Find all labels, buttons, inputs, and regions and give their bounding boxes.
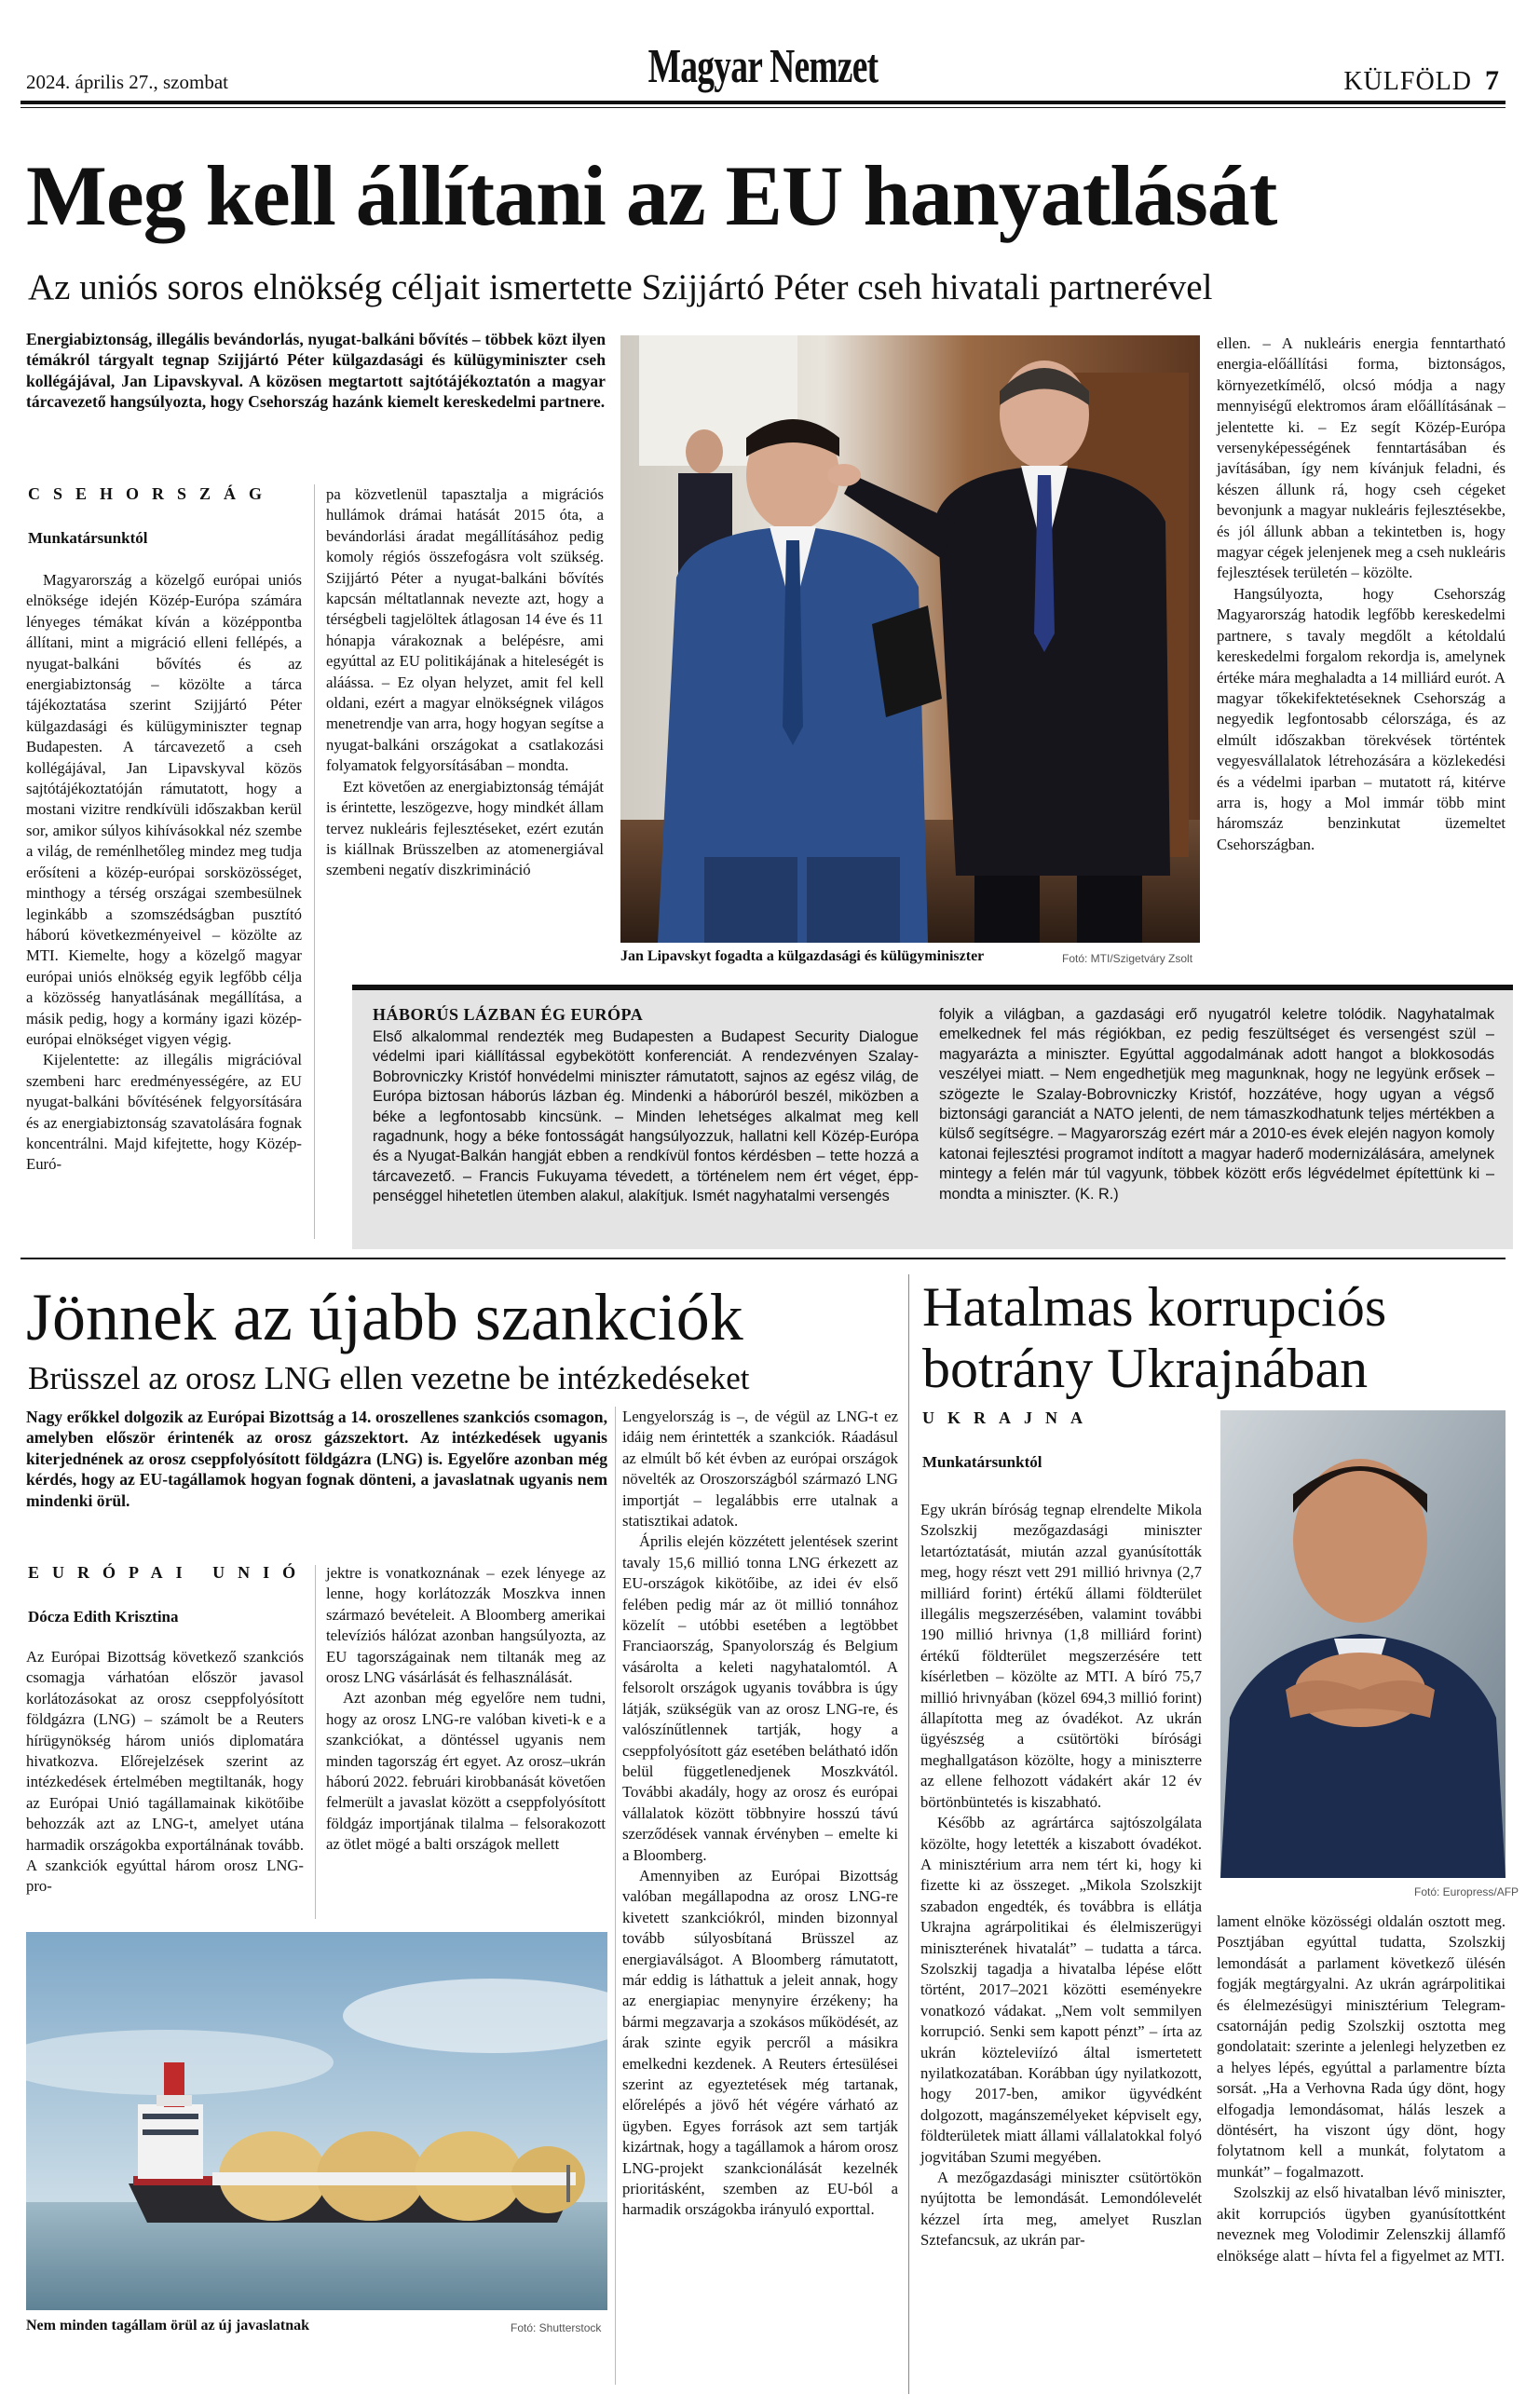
paragraph: Azt azonban még egyelőre nem tudni, hogy az orosz LNG-re valóban kiveti-k e a szankciókat, a döntéssel ugyanis nem minden tagország ért egyet. Az orosz–ukrán háború 2022. februári kirobbanását követően felmerült a javaslat között a cseppfolyósított földgáz importjának tilalma – felsorakozott az ötlet mögé a balti országok mellett bbox=[326, 1689, 606, 1854]
article3-column-1 bbox=[920, 1500, 1202, 2252]
issue-date: 2024. április 27., szombat bbox=[26, 71, 228, 93]
photo-ministers bbox=[620, 335, 1200, 943]
article1-title: Meg kell állítani az EU hanyatlását bbox=[26, 148, 1277, 243]
article3-byline: Munkatársunktól bbox=[922, 1453, 1042, 1471]
article2-subtitle: Brüsszel az orosz LNG ellen vezetne be intézkedéseket bbox=[28, 1360, 750, 1396]
article2-column-2 bbox=[326, 1563, 606, 1856]
article1-lead: Energiabiztonság, illegális bevándorlás, nyugat-balkáni bővítés – többek közt ilyen témákról tárgyalt tegnap Szijjártó Péter külgazdasági és külügyminiszter cseh kollégájával, Jan Lipavskyval. A közösen megtartott sajtótájékoztatón a magyar tárcavezető hangsúlyozta, hogy Csehország hazánk kiemelt kereskedelmi partnere. bbox=[26, 330, 606, 412]
header-rule bbox=[20, 101, 1506, 104]
paragraph: Egy ukrán bíróság tegnap elrendelte Mikola Szolszkij mezőgazdasági miniszter letartóztatását, miután azzal gyanúsították meg, hogy részt vett 291 millió hrivnya (2,7 milliárd forint) értékű állami földterület illegális megszerzésében, valamint további 190 millió hrivnya (1,8 milliárd forint) értékű földterület megszerzésére tett kísérletben – közölte az MTI. A bíró 75,7 millió hrivnyában (közel 694,3 millió forint) állapította meg az óvadékot. Az ukrán ügyészség a csütörtöki bírósági meghallgatáson közölte, hogy a miniszterre az ellene felhozott vádakért akár 12 év börtönbüntetés is kiszabható. bbox=[920, 1501, 1202, 1811]
paragraph: Szolszkij az első hivatalban lévő miniszter, akit korrupciós ügyben gyanúsítottként neveznek meg Volodimir Zelenszkij államfő elnöksége alatt – hívta fel a figyelmet az MTI. bbox=[1217, 2184, 1506, 2265]
paragraph: Április elején közzétett jelentések szerint tavaly 15,6 millió tonna LNG érkezett az EU-országok kikötőibe, az idei év első felében pedig már az öt millió tonnához közelít – utóbbi esetében a legtöbbet Franciaország, Spanyolország és Belgium vásárolta a keleti nagyhatalomtól. A felsorolt országok ugyanis továbbra is úgy látják, szükségük van az orosz LNG-re, és valószínűtlennek tartják, hogy a cseppfolyósított gáz esetében belátható időn belül függetlenedjenek Moszkvától. További akadály, hogy az orosz és európai vállalatok között többnyire hosszú távú szerződések vannak érvényben – emelte ki a Bloomberg. bbox=[622, 1532, 898, 1864]
paragraph: Kijelentette: az illegális migrációval szembeni harc eredményességére, az EU nyugat-balkáni bővítésének felgyorsítására és az energiabiztonság szavatolására fognak koncentrálni. Majd kifejtette, hogy Közép-Euró- bbox=[26, 1051, 302, 1174]
box-column-2: folyik a világban, a gazdasági erő nyugatról keletre tolódik. Nagyhatalmak emelkednek fel más régiókban, ez pedig feszültséget és versengést szül – magyarázta a miniszter. Egyúttal aggodalmának adott hangot a blokkosodás veszélyei miatt. – Nem engedhetjük meg magunknak, hogy ne legyünk erősek – szögezte le Szalay-Bobrovniczky Kristóf, hozzátéve, hogy ugyan a végső biztonsági garanciát a NATO jelenti, de nem támaszkodhatunk teljes mértékben a külső segítségre. – Magyarország ezért már a 2010-es évek elején nagyon komoly katonai fejlesztési programot indított a magyar haderő modernizálására, amelynek mintegy a felén már túl vagyunk, többek között erős légvédelmet építettünk ki – mondta a miniszter. (K. R.) bbox=[939, 1006, 1494, 1203]
section-label bbox=[1343, 65, 1500, 97]
paragraph: Később az agrártárca sajtószolgálata közölte, hogy letették a kiszabott óvadékot. A minisztérium arra nem tért ki, hogy ki fizette ki az összeget. „Mikola Szolszkijt szabadon engedték, és továbbra is ellátja Ukrajna agrárpolitikai és élelmiszerügyi miniszterének hivatalát” – tudatta a tárca. Szolszkij tagadja a hivatalba lépése előtt történt, 2017–2021 közötti eseményekre vonatkozó vádakat. „Nem volt semmilyen korrupció. Senki sem kapott pénzt” – írta az ukrán közteleviízó által ismertetett nyilatkozatában. Korábban úgy nyilatkozott, hogy 2017-ben, amikor ügyvédként dolgozott, magánszemélyeket képviselt egy, földterületek miatt állami vállalatokkal folyó jogvitában Szumi megyében. bbox=[920, 1814, 1202, 2166]
article3-title: Hatalmas korrupciós botrány Ukrajnában bbox=[922, 1276, 1387, 1399]
article2-photo-credit: Fotó: Shutterstock bbox=[511, 2321, 602, 2334]
paragraph: Az Európai Bizottság következő szankciós csomagja várhatóan először javasol korlátozásokat az orosz cseppfolyósított földgázra (LNG) – számolt be a Reuters hírügynökség három uniós diplomatára hivatkozva. Előrejelzések szerint az intézkedések értelmében megtiltanák, hogy az Európai Unió tagállamainak kikötőibe behozzák azt az LNG-t, amelyet utána harmadik országokba exportálnának tovább. A szankciók egyúttal három orosz LNG-pro- bbox=[26, 1648, 304, 1896]
paragraph: jektre is vonatkoznának – ezek lényege az lenne, hogy korlátozzák Moszkva innen származó bevételeit. A Bloomberg amerikai televíziós hálózat azonban hangsúlyozta, az EU tagországainak nem tiltanák meg az orosz LNG vásárlását és felhasználását. bbox=[326, 1564, 606, 1687]
article3-kicker: UKRAJNA bbox=[922, 1408, 1096, 1427]
article1-photo-credit: Fotó: MTI/Szigetváry Zsolt bbox=[1062, 952, 1193, 965]
lng-tanker-illustration bbox=[26, 1932, 607, 2310]
article2-photo-caption: Nem minden tagállam örül az új javaslatnak bbox=[26, 2318, 309, 2333]
section-name: KÜLFÖLD bbox=[1343, 67, 1472, 96]
article2-title: Jönnek az újabb szankciók bbox=[26, 1280, 743, 1354]
column-divider bbox=[314, 484, 315, 1239]
column-divider bbox=[315, 1565, 316, 1919]
article2-column-1 bbox=[26, 1647, 304, 1898]
article1-column-1 bbox=[26, 570, 302, 1176]
header-rule-thin bbox=[20, 107, 1506, 108]
article3-photo-credit: Fotó: Europress/AFP bbox=[1414, 1885, 1519, 1898]
paragraph: Hangsúlyozta, hogy Csehország Magyarország hatodik legfőbb kereskedelmi partnere, s tavaly megdőlt a kétoldalú kereskedelmi forgalom rekordja is, amelynek értéke mára meghaladta a 14 milliárd eurót. A magyar tőkekifektetéseknek Csehország a negyedik legfontosabb célországa, és az elmúlt időszakban törekvések történtek vegyesvállalatok létrehozására a közlekedési és a védelmi iparban – mutatott rá, kitérve arra is, hogy a Mol immár több mint háromszáz benzinkutat üzemeltet Csehországban. bbox=[1217, 584, 1506, 853]
paragraph: Ezt követően az energiabiztonság témáját is érintette, leszögezve, hogy mindkét állam tervez nukleáris fejlesztéseket, ezért ezután is kiállnak Brüsszelben az atomenergiával szembeni negatív diszkrimináció bbox=[326, 777, 604, 879]
article3-column-2 bbox=[1217, 1911, 1506, 2266]
article2-kicker: EURÓPAI UNIÓ bbox=[28, 1563, 309, 1582]
column-divider bbox=[615, 1407, 616, 2385]
paragraph: pa közvetlenül tapasztalja a migrációs hullámok drámai hatását 2015 óta, a bevándorlási áradat megállításához pedig komoly régiós összefogásra volt szükség. Szijjártó Péter a nyugat-balkáni bővítés kapcsán méltatlannak nevezte azt, hogy a térségbeli tagjelöltek átlagosan 14 éve és 11 hónapja várakoznak a belépésre, ami egyúttal az EU politikájának a hiteleségét is aláássa. – Ez olyan helyzet, amit fel kell oldani, ezért a magyar elnökségnek világos menetrendje van arra, hogy hogyan segítse a nyugat-balkáni országokat a csatlakozási folyamatok felgyorsításában – mondta. bbox=[326, 485, 604, 775]
article2-byline: Dócza Edith Krisztina bbox=[28, 1608, 179, 1626]
article2-lead: Nagy erőkkel dolgozik az Európai Bizottság a 14. oroszellenes szankciós csomagon, amelyben először érintenék az orosz gázszektort. Az intézkedések ugyanis kiterjednének az orosz cseppfolyósított földgázra (LNG) is. Egyelőre azonban még kérdés, hogy az EU-tagállamok hogyan fognak dönteni, a javaslatnak ugyanis nem mindenki örül. bbox=[26, 1408, 607, 1510]
portrait-illustration bbox=[1220, 1410, 1506, 1878]
paragraph: ellen. – A nukleáris energia fenntartható energia-előállítási forma, biztonságos, környezetkímélő, olcsó módja a nagy mennyiségű elektromos áram előállításának – jelentette ki. – Ez segít Közép-Európa versenyképességének fenntartásában és javításában, így nem kívánjuk feladni, és készen állunk rá, hogy cseh cégeket bevonjunk a magyar nukleáris fejlesztésekbe, és jól állunk abban a tekintetben is, hogy magyar cégek jelenjenek meg a cseh nukleáris fejlesztések területén – közölte. bbox=[1217, 334, 1506, 582]
box-title: HÁBORÚS LÁZBAN ÉG EURÓPA bbox=[373, 1005, 644, 1024]
article1-column-4 bbox=[1217, 333, 1506, 855]
masthead-logo: Magyar Nemzet bbox=[647, 40, 879, 93]
paragraph: Amennyiben az Európai Bizottság valóban megállapodna az orosz LNG-re kivetett szankciókról, minden bizonnyal tovább súlyosbítaná Brüsszel az energiaválságot. A Bloomberg rámutatott, már eddig is láthattuk a jeleit annak, hogy az energiapiac menynyire érzékeny; ha bármi megzavarja a szokásos működését, az árak szinte egyik percről a másikra emelkedni kezdenek. A Reuters értesülései szerint az egyeztetések még tartanak, előrelépés a jövő hét végére várható az ügyben. Egyes források azt sem tartják kizártnak, hogy a tagállamok a három orosz LNG-projekt szankcionálását kezelnék prioritásként, szemben az EU-ból a harmadik országokba irányuló exporttal. bbox=[622, 1866, 898, 2219]
article1-kicker: CSEHORSZÁG bbox=[28, 484, 276, 503]
article1-byline: Munkatársunktól bbox=[28, 529, 148, 547]
paragraph: Magyarország a közelgő európai uniós elnöksége idején Közép-Európa számára lényeges témákat kíván a középpontba állítani, mint a migráció elleni fellépés, a nyugat-balkáni bővítés és az energiabiztonság – közölte a tárca tájékoztatása szerint Szijjártó Péter külgazdasági és külügyminiszter tegnap Budapesten. A tárcavezető a cseh kollégájával, Jan Lipavskyval közös sajtótájékoztatóján rámutatott, hogy a mostani vizitre rendkívüli időszakban kerül sor, amikor súlyos kihívásokkal néz szembe a világ, de reménlhetőleg mindez meg tudja erősíteni a közép-európai sorsközösséget, minthogy a térség országai szembesülnek leginkább a szomszédságban pusztító háború következményeivel – közölte az MTI. Kiemelte, hogy a közelgő magyar európai uniós elnökség egyik legfőbb célja a közösség hanyatlásának megállítása, a másik pedig, hogy a kormány igazi közép-európai elnökséget vigyen végig. bbox=[26, 571, 302, 1048]
paragraph: lament elnöke közösségi oldalán osztott meg. Posztjában egyúttal tudatta, Szolszkij lemondását a parlament következő ülésén fogják megtárgyalni. Az ukrán agrárpolitikai és élelmezésügyi minisztérium Telegram-csatornáján pedig Szolszkij osztotta meg gondolatait: szerinte a jelenlegi helyzetben ez a helyes lépés, egyúttal a parlamentre bízta sorsát. „Ha a Verhovna Rada úgy dönt, hogy elfogadja lemondásomat, hálás leszek a döntésért, ha viszont úgy dönt, hogy folytatnom kell a munkát, folytatom a munkát” – fogalmazott. bbox=[1217, 1912, 1506, 2181]
article1-subtitle: Az uniós soros elnökség céljait ismertette Szijjártó Péter cseh hivatali partnerével bbox=[28, 267, 1213, 307]
box-column-1: Első alkalommal rendezték meg Budapesten a Budapest Security Dialogue védelmi ipari kiállítással egybekötött konferenciát. A rendezvényen Szalay-Bobrovniczky Kristóf honvédelmi miniszter rámutatott, sajnos az egész világ, de Európa biztosan háborús lázban ég. Mindenki a háborúról beszél, miközben a béke a legfontosabb kincsünk. – Minden lehetséges alkalmat meg kell ragadnunk, hogy a béke fontosságát hangsúlyozzuk, hallatni kell Közép-Európa és a Nyugat-Balkán hangját ebben a rendkívül fontos kérdésben – tette hozzá a tárcavezető. – Francis Fukuyama tévedett, a történelem nem ért véget, épppenséggel hihetetlen ütemben alakul, alakítjuk. Ismét nagyhatalmi versengés bbox=[373, 1028, 919, 1205]
photo-lng-tanker bbox=[26, 1932, 607, 2310]
article1-column-2 bbox=[326, 484, 604, 881]
ministers-photo-illustration bbox=[620, 335, 1200, 943]
article2-column-3 bbox=[622, 1407, 898, 2221]
article1-photo-caption: Jan Lipavskyt fogadta a külgazdasági és külügyminiszter bbox=[620, 948, 985, 964]
section-rule bbox=[20, 1258, 1506, 1259]
sidebar-box bbox=[352, 985, 1513, 1249]
paragraph: Lengyelország is –, de végül az LNG-t ez idáig nem érintették a szankciók. Ráadásul az elmúlt bő két évben az európai országok növelték az Oroszországból származó LNG importját – legalábbis erre utalnak a statisztikai adatok. bbox=[622, 1408, 898, 1531]
page-number: 7 bbox=[1485, 65, 1500, 96]
photo-minister-portrait bbox=[1220, 1410, 1506, 1878]
paragraph: A mezőgazdasági miniszter csütörtökön nyújtotta be lemondását. Lemondólevelét kézzel írta meg, amelyet Ruszlan Sztefancsuk, az ukrán par- bbox=[920, 2169, 1202, 2250]
article-divider bbox=[908, 1274, 909, 2394]
